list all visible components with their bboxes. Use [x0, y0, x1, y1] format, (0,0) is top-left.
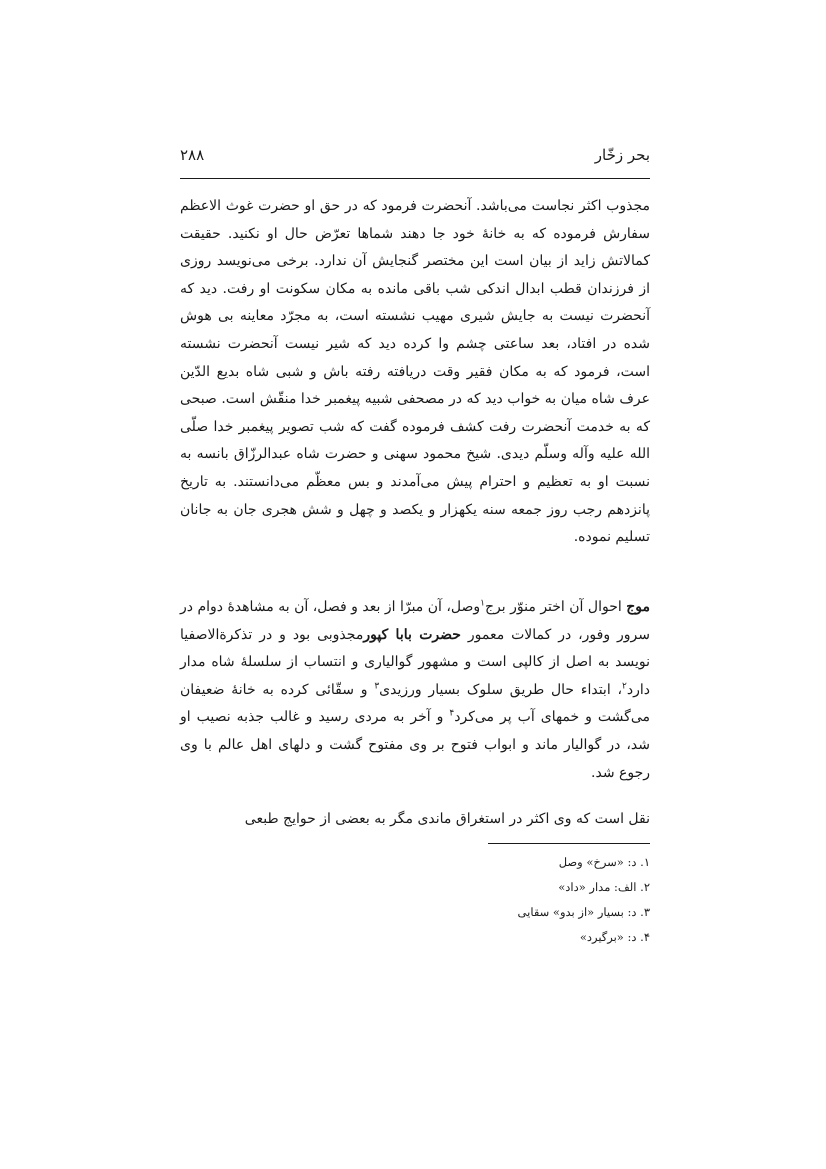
paragraph-2: [180, 594, 650, 787]
footnote-marker-3: ۳: [374, 681, 380, 692]
header-rule: [180, 178, 650, 179]
running-title: بحر زخّار: [594, 146, 650, 164]
footnotes: [180, 850, 650, 950]
footnote-1: ۱. د: «سرخ» وصل: [558, 855, 650, 869]
footnote-3: ۳. د: بسیار «از بدو» سقایی: [517, 905, 650, 919]
paragraph-2-text-a: احوال آن اختر منوّر برج: [485, 599, 627, 615]
footnote-rule: [488, 843, 650, 844]
footnote-marker-1: ۱: [480, 598, 486, 609]
footnote-marker-4: ۴: [449, 708, 455, 719]
paragraph-2-text-e: و سقّائی کرده به خانهٔ ضعیفان می‌گشت و خمهای آب پر می‌کرد: [180, 681, 650, 726]
footnote-2: ۲. الف: مدار «داد»: [558, 880, 650, 894]
section-heading: موج: [626, 599, 650, 615]
paragraph-2-text-f: و آخر به مردی رسید و غالب جذبه نصیب او شد، در گوالیار ماند و ابواب فتوح بر وی مفتوح گشت و دلهای اهل عالم با وی رجوع شد.: [180, 709, 650, 781]
paragraph-3: نقل است که وی اکثر در استغراق ماندی مگر به بعضی از حوایج طبعی: [244, 811, 650, 827]
paragraph-2-text-d: ، ابتداء حال طریق سلوک بسیار ورزیدی: [379, 681, 623, 698]
footnote-4: ۴. د: «برگیرد»: [579, 930, 650, 944]
saint-name: حضرت بابا کپور: [363, 626, 461, 643]
paragraph-2-text-c: مجذوبی بود و در تذکرةالاصفیا نویسد به اصل از کالپی است و مشهور گوالیاری و انتساب از سلسلهٔ شاه مدار دارد: [180, 626, 650, 698]
paragraph-1: مجذوب اکثر نجاست می‌باشد. آنحضرت فرمود که در حق او حضرت غوث الاعظم سفارش فرموده که به خانهٔ خود جا دهند شماها تعرّض حال او نکنید. حقیقت کمالاتش زاید از بیان است این مختصر گنجایش آن ندارد. برخی می‌نویسد روزی از فرزندان قطب ابدال اندکی شب باقی مانده به مکان سکونت او رفت. دید که آنحضرت نیست به جایش شیری مهیب نشسته است، به مجرّد معاینه بی هوش شده در افتاد، بعد ساعتی چشم وا کرده دید که شیر نیست آنحضرت نشسته است، فرمود که به مکان فقیر وقت دریافته رفته باش و شبی شاه بدیع الدّین عرف شاه میان به خواب دید که در مصحفی شبیه پیغمبر خدا منقّش است. صبحی که به خدمت آنحضرت رفت کشف فرموده گفت که شب تصویر پیغمبر خدا صلّی الله علیه وآله وسلّم دیدی. شیخ محمود سهنی و حضرت شاه عبدالرزّاق بانسه به نسبت او به تعظیم و احترام پیش می‌آمدند و بس معظّم می‌دانستند. به تاریخ پانزدهم رجب روز جمعه سنه یکهزار و یکصد و چهل و شش هجری جان به جانان تسلیم نموده.: [180, 198, 650, 546]
paragraph-2-text-b: وصل، آن مبرّا از بعد و فصل، آن به مشاهدهٔ دوام در سرور وفور، در کمالات معمور: [180, 599, 651, 643]
running-header: [180, 146, 650, 176]
page-number: ۲۸۸: [180, 146, 205, 164]
footnote-marker-2: ۲: [622, 681, 627, 692]
